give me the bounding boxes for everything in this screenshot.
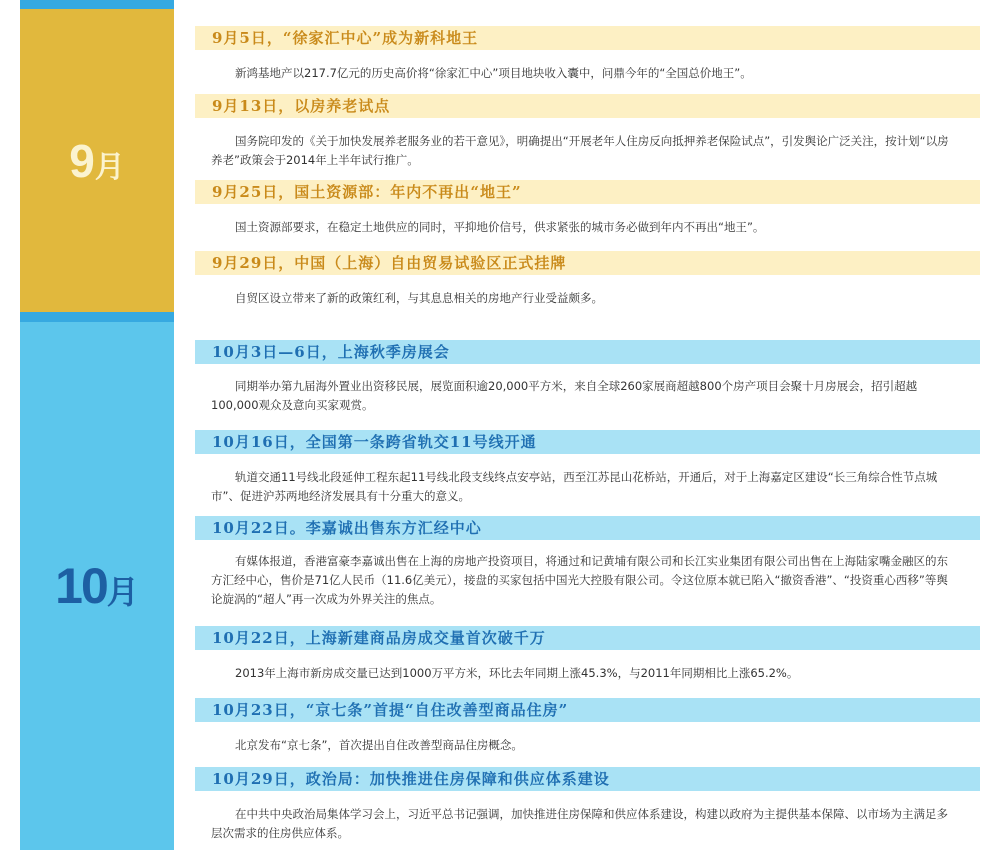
event-description: 新鸿基地产以217.7亿元的历史高价将“徐家汇中心”项目地块收入囊中，问鼎今年的“全国总价地王”。 — [235, 66, 752, 80]
event-title: 10月22日，上海新建商品房成交量首次破千万 — [195, 626, 980, 650]
event-title: 9月29日，中国（上海）自由贸易试验区正式挂牌 — [195, 251, 980, 275]
sidebar-divider-stripe — [20, 312, 174, 322]
event-title: 10月29日，政治局：加快推进住房保障和供应体系建设 — [195, 767, 980, 791]
event-description: 在中共中央政治局集体学习会上，习近平总书记强调，加快推进住房保障和供应体系建设，构建以政府为主提供基本保障、以市场为主满足多层次需求的住房供应体系。 — [211, 807, 948, 840]
month-block-october — [20, 322, 174, 850]
month-label-october: 10月 — [55, 558, 139, 614]
event-title: 10月3日—6日，上海秋季房展会 — [195, 340, 980, 364]
sidebar-top-stripe — [20, 0, 174, 9]
event-description: 轨道交通11号线北段延伸工程东起11号线北段支线终点安亭站，西至江苏昆山花桥站，开通后，对于上海嘉定区建设“长三角综合性节点城市”、促进沪苏两地经济发展具有十分重大的意义。 — [211, 470, 938, 503]
event-title: 10月16日，全国第一条跨省轨交11号线开通 — [195, 430, 980, 454]
event-description: 国务院印发的《关于加快发展养老服务业的若干意见》，明确提出“开展老年人住房反向抵押养老保险试点”，引发舆论广泛关注，按计划“以房养老”政策会于2014年上半年试行推广。 — [211, 134, 949, 167]
event-description: 北京发布“京七条”，首次提出自住改善型商品住房概念。 — [235, 738, 523, 752]
event-description: 有媒体报道，香港富豪李嘉诚出售在上海的房地产投资项目，将通过和记黄埔有限公司和长江实业集团有限公司出售在上海陆家嘴金融区的东方汇经中心，售价是71亿人民币（11.6亿美元），接盘的买家包括中国光大控股有限公司。令这位原本就已陷入“撤资香港”、“投资重心西移”等舆论旋涡的“超人”再一次成为外界关注的焦点。 — [211, 554, 948, 606]
event-title: 9月13日，以房养老试点 — [195, 94, 980, 118]
event-description: 自贸区设立带来了新的政策红利，与其息息相关的房地产行业受益颇多。 — [235, 291, 603, 305]
event-description: 2013年上海市新房成交量已达到1000万平方米，环比去年同期上涨45.3%，与2011年同期相比上涨65.2%。 — [235, 666, 799, 680]
event-title: 9月25日，国土资源部：年内不再出“地王” — [195, 180, 980, 204]
event-title: 10月23日，“京七条”首提“自住改善型商品住房” — [195, 698, 980, 722]
month-label-september: 9月 — [69, 134, 125, 187]
event-description: 同期举办第九届海外置业出资移民展，展览面积逾20,000平方米，来自全球260家展商超越800个房产项目会聚十月房展会，招引超越100,000观众及意向买家观赏。 — [211, 379, 918, 412]
event-title: 9月5日，“徐家汇中心”成为新科地王 — [195, 26, 980, 50]
month-block-september — [20, 9, 174, 312]
event-description: 国土资源部要求，在稳定土地供应的同时，平抑地价信号，供求紧张的城市务必做到年内不再出“地王”。 — [235, 220, 765, 234]
event-title: 10月22日。李嘉诚出售东方汇经中心 — [195, 516, 980, 540]
